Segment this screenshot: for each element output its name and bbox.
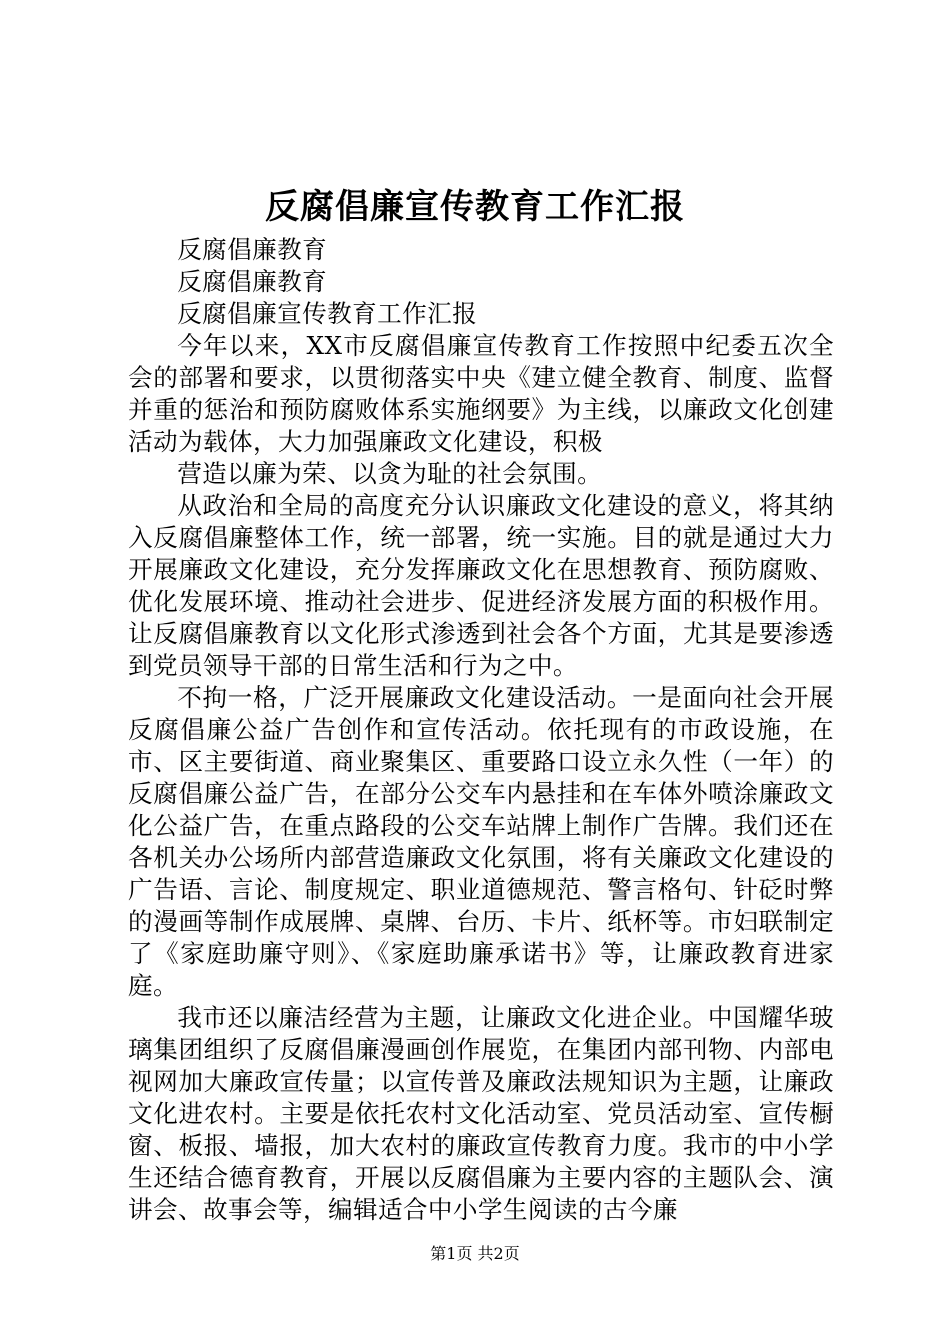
paragraph-3: 反腐倡廉宣传教育工作汇报 [177, 299, 478, 328]
document-body [128, 234, 834, 1226]
paragraph-2: 反腐倡廉教育 [177, 267, 328, 296]
paragraph-8: 我市还以廉洁经营为主题，让廉政文化进企业。中国耀华玻璃集团组织了反腐倡廉漫画创作展览，在集团内部刊物、内部电视网加大廉政宣传量；以宣传普及廉政法规知识为主题，让廉政文化进农村。主要是依托农村文化活动室、党员活动室、宣传橱窗、板报、墙报，加大农村的廉政宣传教育力度。我市的中小学生还结合德育教育，开展以反腐倡廉为主要内容的主题队会、演讲会、故事会等，编辑适合中小学生阅读的古今廉 [128, 1003, 834, 1224]
paragraph-1: 反腐倡廉教育 [177, 235, 328, 264]
paragraph-5: 营造以廉为荣、以贪为耻的社会氛围。 [177, 459, 603, 488]
page-title: 反腐倡廉宣传教育工作汇报 [265, 187, 685, 227]
paragraph-4: 今年以来，XX市反腐倡廉宣传教育工作按照中纪委五次全会的部署和要求，以贯彻落实中央《建立健全教育、制度、监督并重的惩治和预防腐败体系实施纲要》为主线，以廉政文化创建活动为载体，大力加强廉政文化建设，积极 [128, 331, 834, 456]
paragraph-6: 从政治和全局的高度充分认识廉政文化建设的意义，将其纳入反腐倡廉整体工作，统一部署，统一实施。目的就是通过大力开展廉政文化建设，充分发挥廉政文化在思想教育、预防腐败、优化发展环境、推动社会进步、促进经济发展方面的积极作用。让反腐倡廉教育以文化形式渗透到社会各个方面，尤其是要渗透到党员领导干部的日常生活和行为之中。 [128, 491, 834, 680]
paragraph-7: 不拘一格，广泛开展廉政文化建设活动。一是面向社会开展反腐倡廉公益广告创作和宣传活动。依托现有的市政设施，在市、区主要街道、商业聚集区、重要路口设立永久性（一年）的反腐倡廉公益广告，在部分公交车内悬挂和在车体外喷涂廉政文化公益广告，在重点路段的公交车站牌上制作广告牌。我们还在各机关办公场所内部营造廉政文化氛围，将有关廉政文化建设的广告语、言论、制度规定、职业道德规范、警言格句、针砭时弊的漫画等制作成展牌、桌牌、台历、卡片、纸杯等。市妇联制定了《家庭助廉守则》、《家庭助廉承诺书》等，让廉政教育进家庭。 [128, 683, 834, 1000]
page-footer: 第1页 共2页 [430, 1244, 520, 1263]
